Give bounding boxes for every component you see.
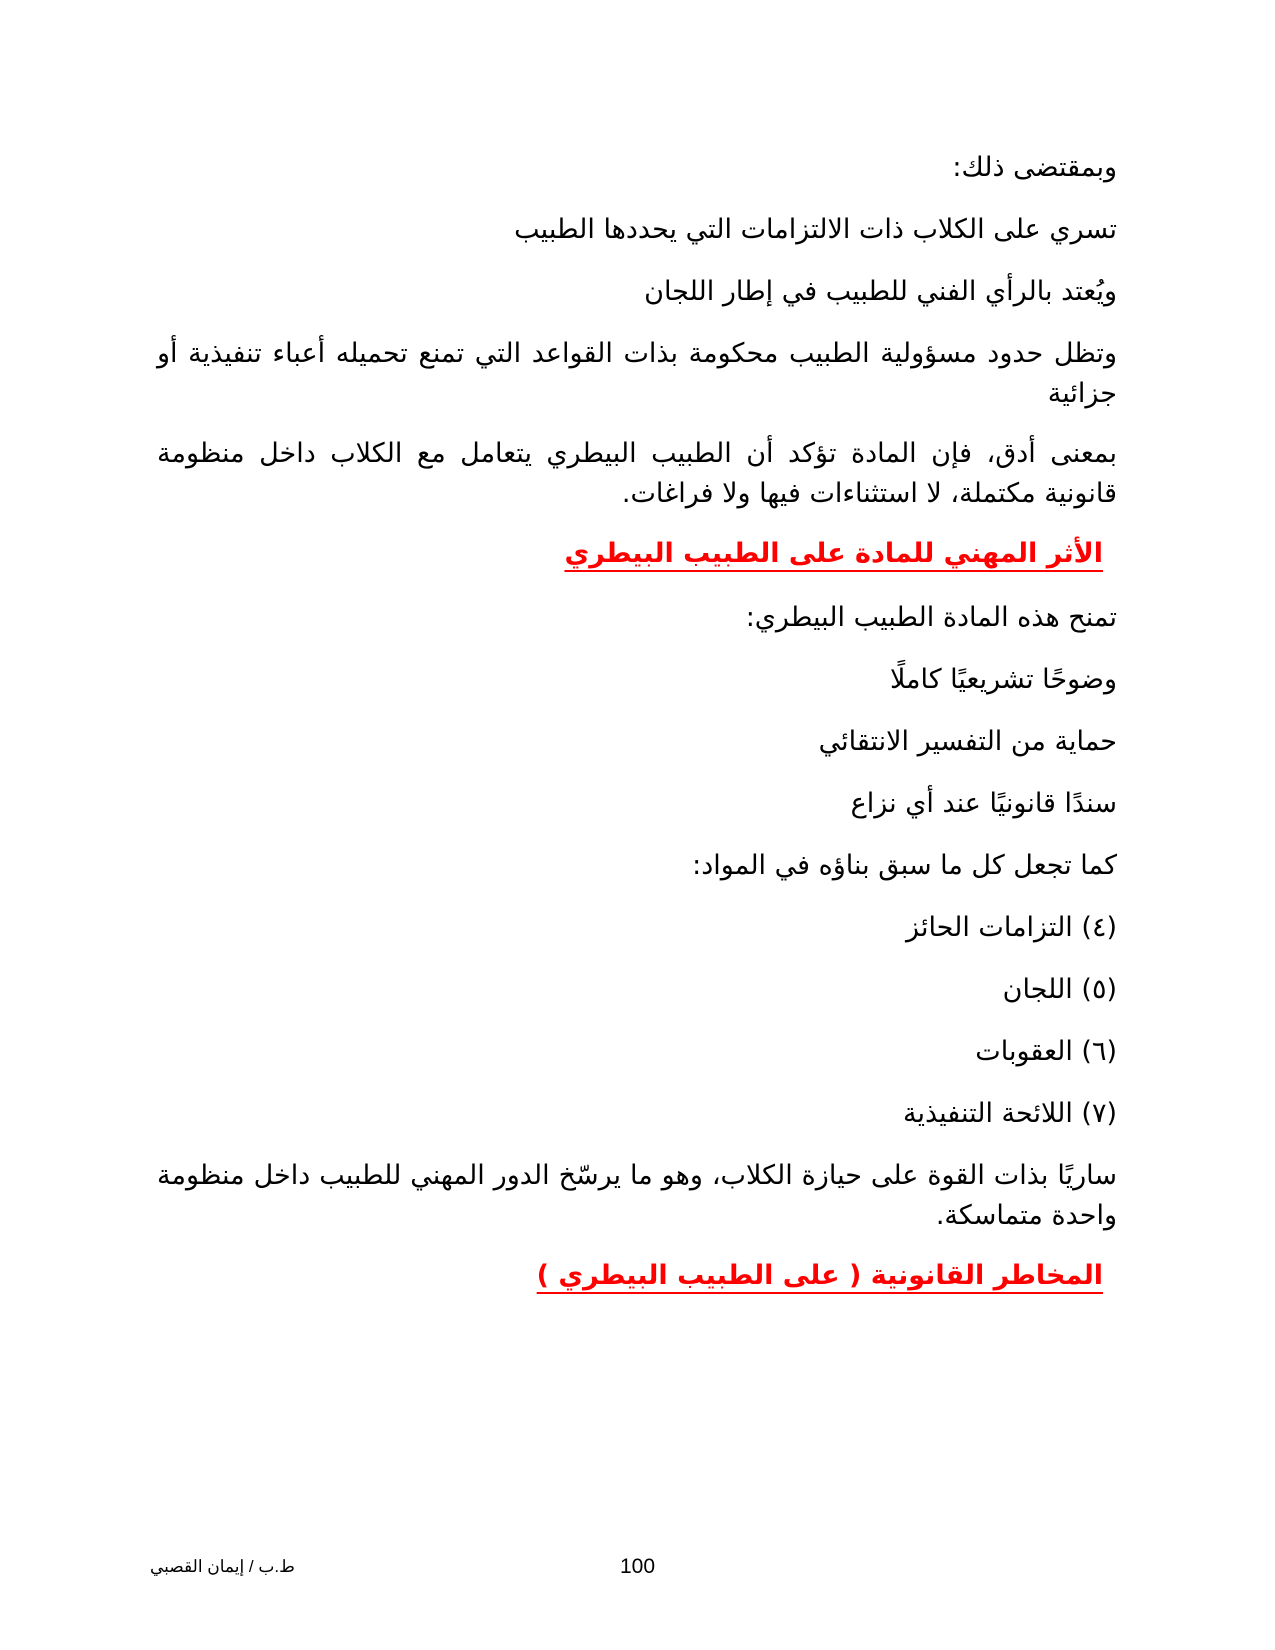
text-line: تمنح هذه المادة الطبيب البيطري: [745,602,1117,633]
section-heading: الأثر المهني للمادة على الطبيب البيطري [564,538,1103,569]
intro-line: وبمقتضى ذلك: [952,152,1117,183]
text-line: حماية من التفسير الانتقائي [818,726,1117,757]
paragraph: ساريًا بذات القوة على حيازة الكلاب، وهو ما يرسّخ الدور المهني للطبيب داخل منظومة واحدة متماسكة. [157,1160,1117,1231]
paragraph: بمعنى أدق، فإن المادة تؤكد أن الطبيب البيطري يتعامل مع الكلاب داخل منظومة قانونية مكتملة، لا استثناءات فيها ولا فراغات. [157,438,1117,509]
text-line: وضوحًا تشريعيًا كاملًا [889,664,1117,695]
author-name: ط.ب / إيمان القصبي [150,1557,295,1576]
list-item: (٧) اللائحة التنفيذية [902,1098,1117,1129]
page-footer [0,1555,1275,1585]
text-line: تسري على الكلاب ذات الالتزامات التي يحددها الطبيب [514,214,1117,245]
text-line: سندًا قانونيًا عند أي نزاع [850,788,1117,819]
list-item: (٤) التزامات الحائز [906,912,1117,943]
page-number: 100 [620,1555,656,1578]
document-body [157,148,1117,1320]
section-heading: المخاطر القانونية ( على الطبيب البيطري ) [536,1260,1103,1291]
list-item: (٥) اللجان [1002,974,1117,1005]
text-line: كما تجعل كل ما سبق بناؤه في المواد: [692,850,1117,881]
paragraph: وتظل حدود مسؤولية الطبيب محكومة بذات القواعد التي تمنع تحميله أعباء تنفيذية أو جزائية [157,338,1117,409]
list-item: (٦) العقوبات [975,1036,1117,1067]
text-line: ويُعتد بالرأي الفني للطبيب في إطار اللجان [644,276,1117,307]
